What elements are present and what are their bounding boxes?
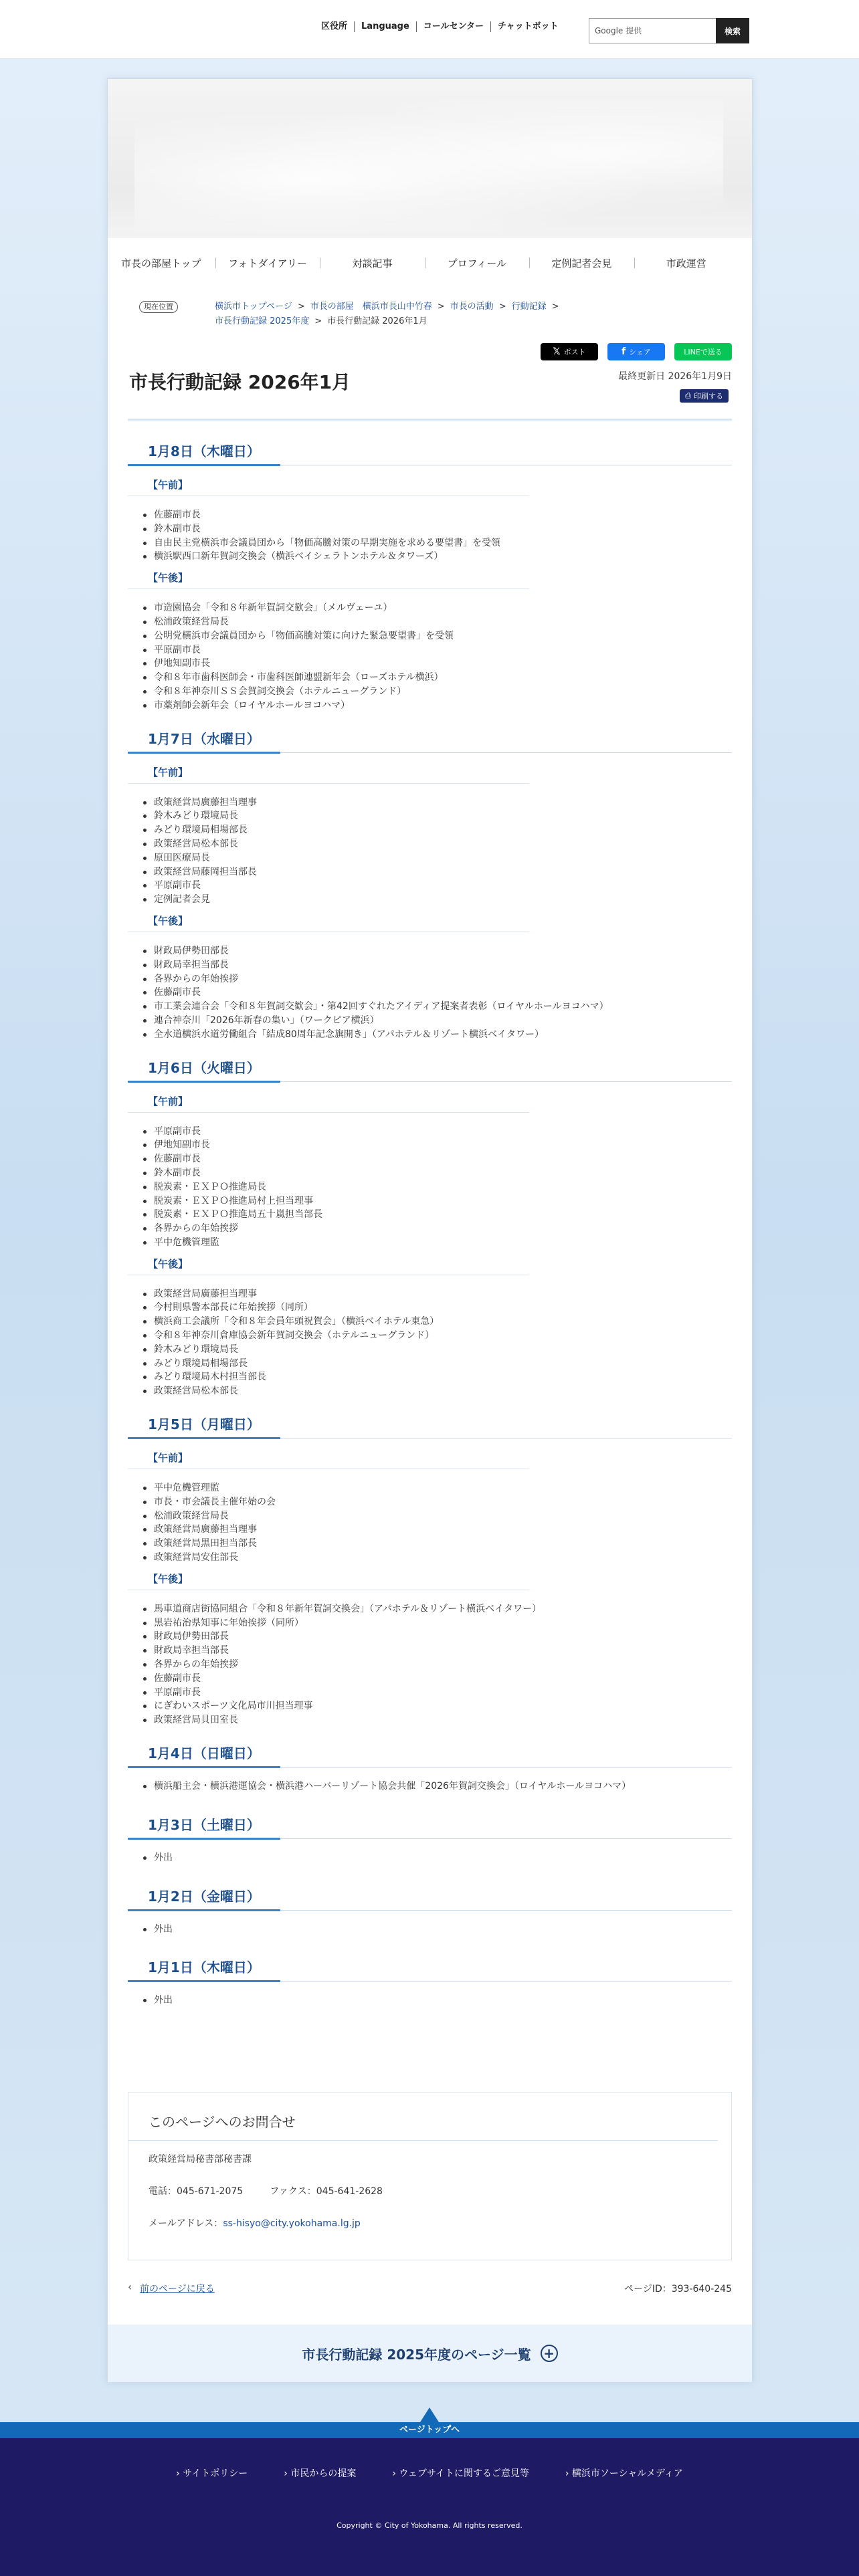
activity-item: 伊地知副市長	[153, 1138, 732, 1152]
activity-list	[128, 601, 732, 712]
period-heading: 【午後】	[128, 1257, 529, 1275]
mayor-nav-press[interactable]: 定例記者会見	[529, 256, 634, 270]
activity-list	[128, 944, 732, 1042]
activity-item: 市長・市会議長主催年始の会	[153, 1495, 732, 1509]
activity-item: 黒岩祐治県知事に年始挨拶（同所）	[153, 1616, 732, 1630]
activity-list	[128, 1602, 732, 1727]
nav-chatbot[interactable]: チャットボット	[490, 21, 565, 32]
pagetop-button[interactable]: ページトップへ	[395, 2407, 464, 2438]
day-section	[128, 432, 732, 713]
activity-item: 令和８年市歯科医師会・市歯科医師連盟新年会（ローズホテル横浜）	[153, 671, 732, 685]
contact-mail-row	[149, 2217, 711, 2230]
period-heading: 【午後】	[128, 914, 529, 932]
activity-item: 政策経営局藤岡担当部長	[153, 865, 732, 879]
page-meta-row	[128, 2282, 732, 2295]
activity-item: 各界からの年始挨拶	[153, 1658, 732, 1672]
activity-item: 鈴木みどり環境局長	[153, 1343, 732, 1357]
activity-item: 政策経営局松本部長	[153, 1384, 732, 1398]
breadcrumb-link-fiscal-year[interactable]: 市長行動記録 2025年度	[215, 316, 310, 326]
activity-item: 馬車道商店街協同組合「令和８年新年賀詞交換会」（アパホテル＆リゾート横浜ベイタワー）	[153, 1602, 732, 1616]
day-heading: 1月7日（水曜日）	[128, 719, 280, 754]
breadcrumb-separator: >	[437, 302, 445, 312]
search-button[interactable]: 検索	[716, 18, 749, 43]
period-heading: 【午前】	[128, 765, 529, 784]
activity-item: にぎわいスポーツ文化局市川担当理事	[153, 1699, 732, 1713]
content	[108, 300, 752, 329]
facebook-logo-icon: f	[622, 346, 626, 357]
share-line-label: LINEで送る	[684, 348, 723, 356]
day-heading-wrap	[128, 1734, 732, 1767]
day-heading-wrap	[128, 1877, 732, 1911]
period-heading: 【午後】	[128, 570, 529, 589]
activity-item: 今村則県警本部長に年始挨拶（同所）	[153, 1301, 732, 1315]
back-link[interactable]	[128, 2282, 215, 2295]
year-page-list-toggle[interactable]	[108, 2325, 752, 2382]
activity-item: 令和８年神奈川ＳＳ会賀詞交換会（ホテルニューグランド）	[153, 685, 732, 699]
activity-list	[128, 508, 732, 564]
activity-item: 松浦政策経営局長	[153, 615, 732, 629]
breadcrumb	[128, 300, 732, 329]
period-heading: 【午前】	[128, 1451, 529, 1469]
activity-item: 横浜駅西口新年賀詞交換会（横浜ベイシェラトンホテル＆タワーズ）	[153, 550, 732, 564]
page-id: ページID：393-640-245	[624, 2284, 732, 2294]
footer-link-feedback[interactable]: › ウェブサイトに関するご意見等	[392, 2466, 529, 2480]
nav-call-center[interactable]: コールセンター	[416, 21, 490, 32]
contact-mail-label: メールアドレス：	[149, 2218, 223, 2229]
activity-item: みどり環境局木村担当部長	[153, 1370, 732, 1384]
activity-item: 原田医療局長	[153, 851, 732, 865]
activity-item: 市薬剤師会新年会（ロイヤルホールヨコハマ）	[153, 699, 732, 713]
activity-item: 鈴木副市長	[153, 522, 732, 536]
mayor-nav-policy[interactable]: 市政運営	[634, 256, 739, 270]
contact-phone: 電話：045-671-2075	[149, 2186, 244, 2197]
mayor-section-nav	[108, 239, 752, 286]
day-heading: 1月1日（木曜日）	[128, 1947, 280, 1982]
period-heading: 【午前】	[128, 477, 529, 496]
day-heading-wrap	[128, 1405, 732, 1438]
year-page-list-label: 市長行動記録 2025年度のページ一覧	[302, 2346, 531, 2363]
activity-item: 平中危機管理監	[153, 1481, 732, 1495]
day-heading: 1月6日（火曜日）	[128, 1048, 280, 1083]
activity-log	[128, 432, 732, 2020]
activity-item: 各界からの年始挨拶	[153, 1222, 732, 1236]
activity-item: 佐藤副市長	[153, 986, 732, 1000]
activity-item: 外出	[153, 1994, 732, 2008]
activity-item: 鈴木みどり環境局長	[153, 809, 732, 823]
contact-dept: 政策経営局秘書部秘書課	[149, 2154, 252, 2165]
activity-item: 公明党横浜市会議員団から「物価高騰対策に向けた緊急要望書」を受領	[153, 629, 732, 643]
contact-box	[128, 2092, 732, 2260]
print-label: 印刷する	[694, 392, 723, 401]
breadcrumb-separator: >	[297, 302, 305, 312]
day-heading-wrap	[128, 720, 732, 753]
mayor-nav-photo-diary[interactable]: フォトダイアリー	[215, 256, 320, 270]
title-divider	[128, 419, 732, 421]
x-logo-icon: 𝕏	[553, 346, 561, 357]
page-title: 市長行動記録 2026年1月	[129, 371, 351, 393]
activity-item: 財政局幸担当部長	[153, 958, 732, 972]
period-heading: 【午後】	[128, 1572, 529, 1590]
day-section	[128, 1734, 732, 1794]
contact-heading: このページへのお問合せ	[128, 2092, 718, 2141]
activity-item: 松浦政策経営局長	[153, 1509, 732, 1523]
day-heading: 1月4日（日曜日）	[128, 1733, 280, 1768]
contact-fax: ファクス：045-641-2628	[270, 2186, 383, 2197]
period-heading: 【午前】	[128, 1094, 529, 1113]
activity-item: 脱炭素・ＥＸＰＯ推進局五十嵐担当部長	[153, 1208, 732, 1222]
site-footer	[0, 2438, 859, 2576]
activity-item: 財政局幸担当部長	[153, 1644, 732, 1658]
mayor-nav-profile[interactable]: プロフィール	[425, 256, 529, 270]
activity-item: 政策経営局廣藤担当理事	[153, 796, 732, 810]
activity-item: 平原副市長	[153, 879, 732, 893]
breadcrumb-current: 市長行動記録 2026年1月	[327, 316, 427, 326]
day-section	[128, 1049, 732, 1399]
activity-item: 佐藤副市長	[153, 1152, 732, 1166]
activity-list	[128, 1780, 732, 1794]
activity-item: 令和８年神奈川倉庫協会新年賀詞交換会（ホテルニューグランド）	[153, 1329, 732, 1343]
day-heading-wrap	[128, 1806, 732, 1839]
day-heading: 1月8日（木曜日）	[128, 431, 280, 466]
copyright: Copyright © City of Yokohama. All rights reserved.	[337, 2521, 522, 2530]
activity-list	[128, 1851, 732, 1865]
activity-list	[128, 1481, 732, 1565]
activity-item: 各界からの年始挨拶	[153, 972, 732, 986]
main-content-frame	[107, 78, 753, 2382]
last-updated: 最終更新日 2026年1月9日	[618, 371, 732, 382]
activity-item: 市工業会連合会「令和８年賀詞交歓会」・第42回すぐれたアイディア提案者表彰（ロイヤルホールヨコハマ）	[153, 1000, 732, 1014]
breadcrumb-separator: >	[498, 302, 506, 312]
site-search	[589, 18, 749, 43]
day-heading: 1月3日（土曜日）	[128, 1805, 280, 1840]
printer-icon: ⎙	[685, 391, 691, 400]
activity-item: 市造園協会「令和８年新年賀詞交歓会」（メルヴェーユ）	[153, 601, 732, 615]
contact-mail-link[interactable]: ss-hisyo@city.yokohama.lg.jp	[223, 2218, 361, 2229]
footer-link-site-policy[interactable]: › サイトポリシー	[176, 2466, 248, 2480]
plus-icon: +	[541, 2345, 558, 2362]
activity-item: 政策経営局廣藤担当理事	[153, 1287, 732, 1301]
contact-phone-fax	[149, 2185, 711, 2198]
share-x-label: ポスト	[563, 348, 586, 356]
breadcrumb-separator: >	[551, 302, 559, 312]
day-heading-wrap	[128, 1948, 732, 1981]
day-heading-wrap	[128, 432, 732, 465]
nav-ward-office[interactable]: 区役所	[321, 21, 348, 31]
activity-item: みどり環境局相場部長	[153, 823, 732, 837]
activity-item: 連合神奈川「2026年新春の集い」（ワークピア横浜）	[153, 1014, 732, 1028]
activity-item: 横浜商工会議所「令和８年会員年頭祝賀会」（横浜ベイホテル東急）	[153, 1315, 732, 1329]
day-heading-wrap	[128, 1049, 732, 1082]
activity-item: 平中危機管理監	[153, 1236, 732, 1250]
activity-item: 伊地知副市長	[153, 657, 732, 671]
activity-list	[128, 1287, 732, 1398]
day-heading: 1月2日（金曜日）	[128, 1876, 280, 1911]
search-input[interactable]	[589, 18, 716, 43]
footer-links	[0, 2466, 859, 2480]
day-section	[128, 1405, 732, 1727]
breadcrumb-separator: >	[314, 316, 322, 326]
day-section	[128, 720, 732, 1042]
activity-item: 平原副市長	[153, 643, 732, 657]
activity-item: 政策経営局黒田担当部長	[153, 1537, 732, 1551]
share-facebook-button[interactable]	[607, 343, 665, 360]
activity-item: 政策経営局松本部長	[153, 837, 732, 851]
site-header	[0, 0, 859, 59]
activity-item: 横浜船主会・横浜港運協会・横浜港ハーバーリゾート協会共催「2026年賀詞交換会」（ロイヤルホールヨコハマ）	[153, 1780, 732, 1794]
day-section	[128, 1948, 732, 2008]
back-link-label: 前のページに戻る	[140, 2284, 215, 2294]
share-buttons	[541, 343, 732, 360]
activity-item: 佐藤副市長	[153, 1672, 732, 1686]
activity-list	[128, 796, 732, 907]
day-heading: 1月5日（月曜日）	[128, 1404, 280, 1439]
activity-item: 全水道横浜水道労働組合「結成80周年記念旗開き」（アパホテル＆リゾート横浜ベイタワー）	[153, 1028, 732, 1042]
footer-link-social-media[interactable]: › 横浜市ソーシャルメディア	[565, 2466, 683, 2480]
activity-item: みどり環境局相場部長	[153, 1357, 732, 1371]
activity-item: 財政局伊勢田部長	[153, 944, 732, 958]
breadcrumb-link-records[interactable]: 行動記録	[511, 302, 547, 312]
activity-item: 政策経営局貝田室長	[153, 1713, 732, 1727]
activity-item: 定例記者会見	[153, 893, 732, 907]
share-x-button[interactable]	[541, 343, 598, 360]
print-button[interactable]	[680, 389, 729, 403]
activity-list	[128, 1125, 732, 1250]
activity-item: 脱炭素・ＥＸＰＯ推進局村上担当理事	[153, 1194, 732, 1208]
activity-item: 政策経営局安住部長	[153, 1551, 732, 1565]
activity-item: 自由民主党横浜市会議員団から「物価高騰対策の早期実施を求める要望書」を受領	[153, 536, 732, 550]
activity-item: 佐藤副市長	[153, 508, 732, 522]
mayor-nav-dialogue[interactable]: 対談記事	[320, 256, 424, 270]
day-section	[128, 1806, 732, 1865]
activity-item: 平原副市長	[153, 1125, 732, 1139]
activity-item: 鈴木副市長	[153, 1166, 732, 1180]
mayor-nav-top[interactable]: 市長の部屋トップ	[121, 257, 201, 270]
activity-list	[128, 1994, 732, 2008]
share-facebook-label: シェア	[629, 348, 651, 356]
contact-body	[128, 2141, 731, 2261]
activity-item: 財政局伊勢田部長	[153, 1630, 732, 1644]
activity-list	[128, 1923, 732, 1937]
share-line-button[interactable]	[674, 343, 732, 360]
activity-item: 外出	[153, 1923, 732, 1937]
breadcrumb-label: 現在位置	[139, 301, 178, 313]
nav-language[interactable]: Language	[354, 21, 416, 32]
activity-item: 平原副市長	[153, 1686, 732, 1700]
activity-item: 政策経営局廣藤担当理事	[153, 1523, 732, 1537]
breadcrumb-link-top[interactable]: 横浜市トップページ	[215, 302, 292, 312]
day-section	[128, 1877, 732, 1937]
breadcrumb-link-activities[interactable]: 市長の活動	[450, 302, 494, 312]
utility-nav	[314, 21, 565, 32]
activity-item: 脱炭素・ＥＸＰＯ推進局長	[153, 1180, 732, 1194]
activity-item: 外出	[153, 1851, 732, 1865]
footer-link-proposals[interactable]: › 市民からの提案	[284, 2466, 356, 2480]
breadcrumb-link-mayor[interactable]: 市長の部屋 横浜市長山中竹春	[310, 302, 432, 312]
mayor-banner-image	[108, 79, 752, 238]
